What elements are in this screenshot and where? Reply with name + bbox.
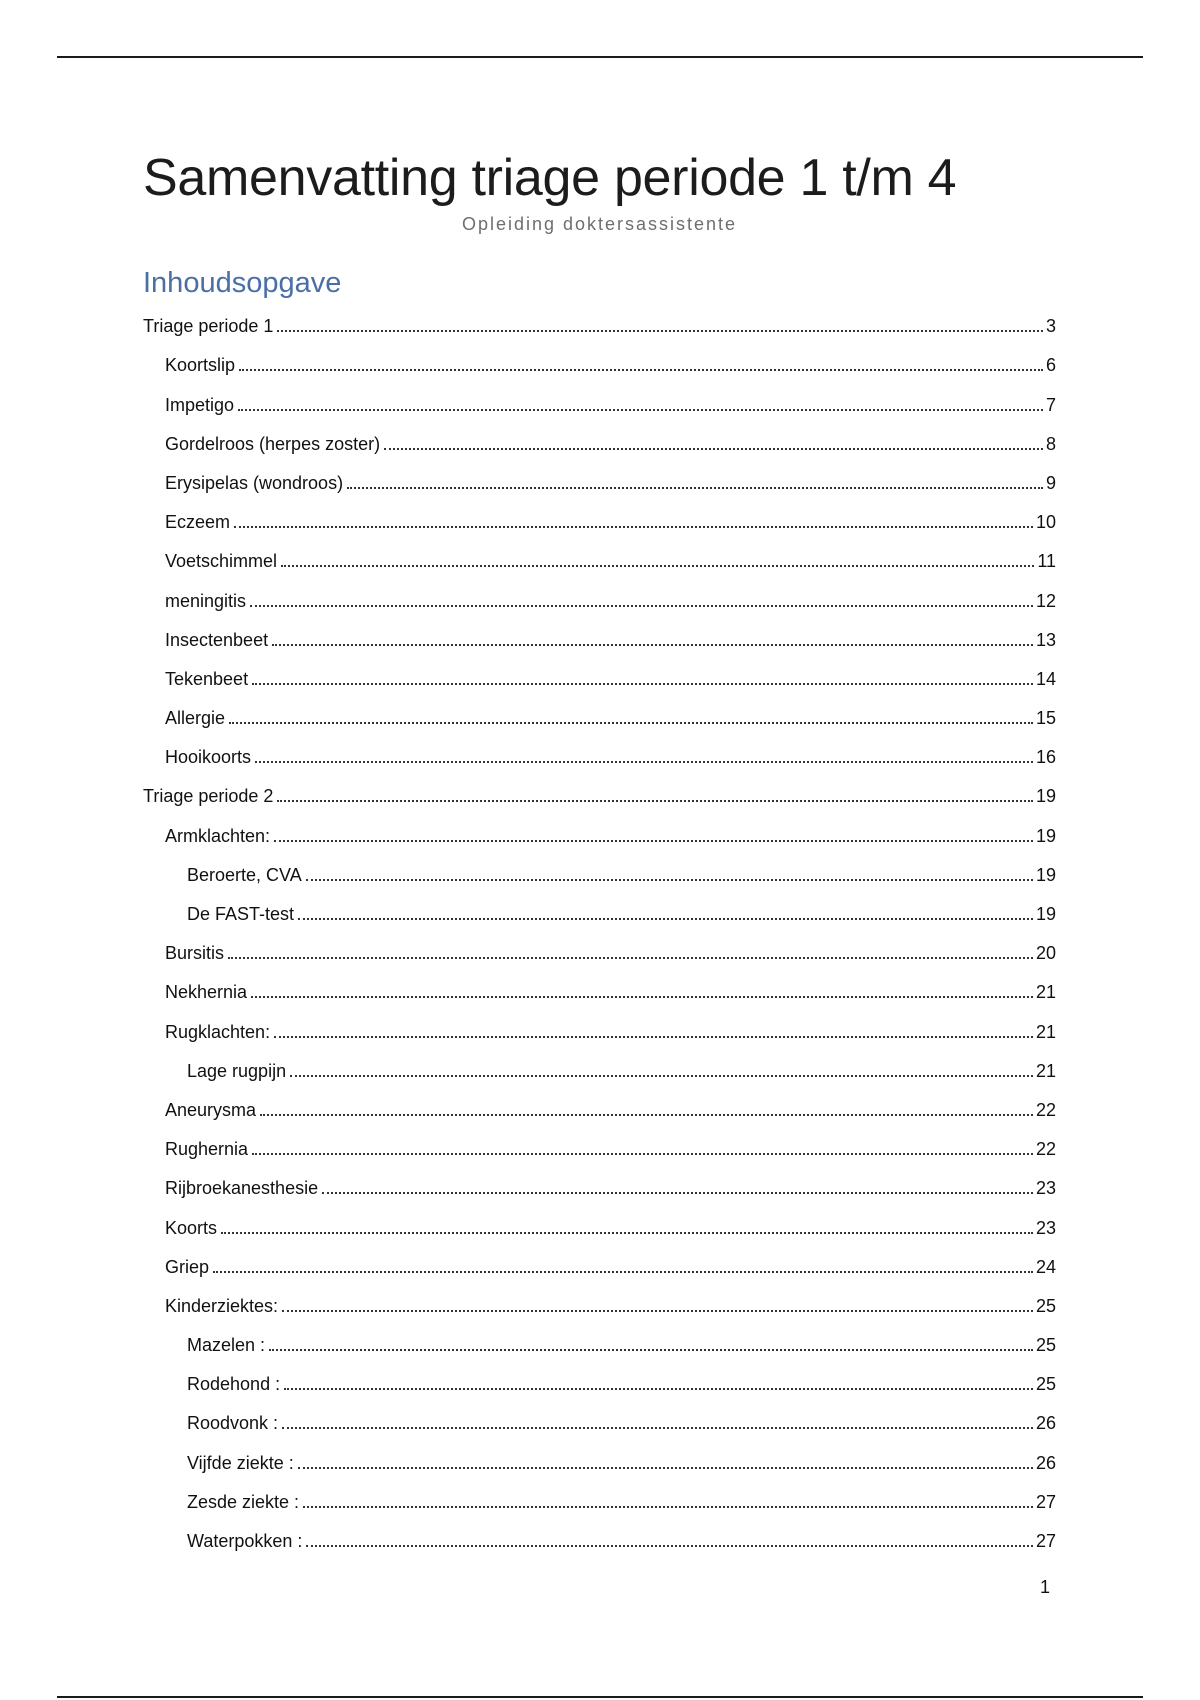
toc-entry-page: 3 [1045, 316, 1056, 337]
footer-rule [57, 1696, 1143, 1698]
toc-entry[interactable] [143, 1361, 1056, 1400]
toc-entry-page: 26 [1035, 1413, 1056, 1434]
toc-entry-page: 27 [1035, 1491, 1056, 1512]
toc-dot-leader [282, 1310, 1033, 1312]
toc-entry-page: 7 [1045, 394, 1056, 415]
header-rule [57, 56, 1143, 58]
toc-dot-leader [274, 1036, 1033, 1038]
toc-entry-page: 25 [1035, 1335, 1056, 1356]
toc-entry-page: 14 [1035, 668, 1056, 689]
toc-entry-label: Hooikoorts [165, 747, 252, 768]
toc-entry-label: Voetschimmel [165, 551, 278, 572]
toc-entry-page: 8 [1045, 433, 1056, 454]
toc-dot-leader [277, 330, 1043, 332]
toc-entry-page: 22 [1035, 1139, 1056, 1160]
toc-entry[interactable] [143, 734, 1056, 773]
toc-entry[interactable] [143, 1008, 1056, 1047]
toc-entry-label: Erysipelas (wondroos) [165, 472, 344, 493]
toc-entry-label: Impetigo [165, 394, 235, 415]
toc-entry-label: Bursitis [165, 943, 225, 964]
toc-entry-label: Koorts [165, 1217, 218, 1238]
toc-entry-label: Roodvonk : [187, 1413, 279, 1434]
toc-entry-page: 26 [1035, 1452, 1056, 1473]
toc-entry-page: 19 [1035, 825, 1056, 846]
toc-entry-label: Griep [165, 1256, 210, 1277]
toc-dot-leader [384, 448, 1043, 450]
toc-dot-leader [282, 1427, 1033, 1429]
toc-entry-label: Triage periode 2 [143, 786, 274, 807]
toc-dot-leader [252, 683, 1033, 685]
toc-entry[interactable] [143, 656, 1056, 695]
toc-dot-leader [347, 487, 1043, 489]
document-subtitle: Opleiding doktersassistente [461, 214, 738, 234]
toc-dot-leader [251, 996, 1033, 998]
toc-entry[interactable] [143, 1126, 1056, 1165]
toc-dot-leader [281, 565, 1034, 567]
toc-dot-leader [269, 1349, 1033, 1351]
toc-dot-leader [221, 1232, 1033, 1234]
toc-entry[interactable] [143, 852, 1056, 891]
toc-entry-page: 16 [1035, 747, 1056, 768]
table-of-contents [143, 303, 1056, 1557]
toc-entry-label: Vijfde ziekte : [187, 1452, 294, 1473]
toc-entry-page: 12 [1035, 590, 1056, 611]
toc-entry-label: Triage periode 1 [143, 316, 274, 337]
toc-entry-label: Rijbroekanesthesie [165, 1178, 319, 1199]
document-title: Samenvatting triage periode 1 t/m 4 [143, 149, 957, 207]
toc-entry[interactable] [143, 1400, 1056, 1439]
toc-entry-page: 21 [1035, 1021, 1056, 1042]
toc-entry-label: Rughernia [165, 1139, 249, 1160]
toc-entry[interactable] [143, 930, 1056, 969]
toc-entry-page: 13 [1035, 629, 1056, 650]
toc-entry[interactable] [143, 969, 1056, 1008]
toc-entry-page: 15 [1035, 708, 1056, 729]
toc-dot-leader [290, 1075, 1033, 1077]
toc-entry-page: 25 [1035, 1295, 1056, 1316]
toc-dot-leader [228, 957, 1033, 959]
toc-entry[interactable] [143, 538, 1056, 577]
toc-entry-label: Mazelen : [187, 1335, 266, 1356]
toc-entry-page: 27 [1035, 1531, 1056, 1551]
toc-entry-page: 24 [1035, 1256, 1056, 1277]
toc-entry-page: 21 [1035, 1060, 1056, 1081]
toc-entry[interactable] [143, 381, 1056, 420]
toc-dot-leader [239, 369, 1043, 371]
toc-entry[interactable] [143, 421, 1056, 460]
toc-entry-label: Zesde ziekte : [187, 1491, 300, 1512]
toc-dot-leader [274, 840, 1033, 842]
toc-dot-leader [213, 1271, 1033, 1273]
toc-entry[interactable] [143, 1244, 1056, 1283]
toc-dot-leader [284, 1388, 1033, 1390]
toc-entry-label: Allergie [165, 708, 226, 729]
toc-entry-label: Beroerte, CVA [187, 864, 302, 885]
toc-entry-label: Rugklachten: [165, 1021, 271, 1042]
toc-entry-label: Eczeem [165, 512, 231, 533]
toc-dot-leader [298, 918, 1033, 920]
toc-entry-page: 23 [1035, 1178, 1056, 1199]
toc-entry[interactable] [143, 891, 1056, 930]
toc-entry[interactable] [143, 1048, 1056, 1087]
toc-entry-page: 20 [1035, 943, 1056, 964]
toc-entry-label: Kinderziektes: [165, 1295, 279, 1316]
toc-dot-leader [303, 1506, 1033, 1508]
toc-entry-label: Waterpokken : [187, 1531, 303, 1551]
toc-entry-label: Nekhernia [165, 982, 248, 1003]
toc-entry[interactable] [143, 617, 1056, 656]
toc-entry-page: 19 [1035, 904, 1056, 924]
toc-entry[interactable] [143, 695, 1056, 734]
toc-entry[interactable] [143, 1283, 1056, 1322]
toc-entry[interactable] [143, 1322, 1056, 1361]
page-number: 1 [1040, 1577, 1051, 1597]
toc-dot-leader [250, 605, 1033, 607]
toc-dot-leader [298, 1467, 1033, 1469]
toc-entry-page: 19 [1035, 786, 1056, 807]
toc-entry[interactable] [143, 1518, 1056, 1557]
toc-dot-leader [272, 644, 1033, 646]
toc-entry[interactable] [143, 460, 1056, 499]
toc-entry-label: Aneurysma [165, 1099, 257, 1120]
toc-entry-page: 9 [1045, 472, 1056, 493]
toc-entry[interactable] [143, 1439, 1056, 1478]
toc-entry[interactable] [143, 303, 1056, 342]
toc-entry-page: 21 [1035, 982, 1056, 1003]
toc-dot-leader [234, 526, 1033, 528]
toc-entry-page: 22 [1035, 1099, 1056, 1120]
toc-entry[interactable] [143, 812, 1056, 851]
toc-entry-page: 23 [1035, 1217, 1056, 1238]
toc-dot-leader [260, 1114, 1033, 1116]
toc-entry-page: 11 [1037, 551, 1056, 572]
toc-entry[interactable] [143, 1204, 1056, 1243]
toc-dot-leader [306, 879, 1033, 881]
toc-entry[interactable] [143, 499, 1056, 538]
toc-entry-page: 6 [1045, 355, 1056, 376]
toc-dot-leader [238, 409, 1043, 411]
toc-entry-label: De FAST-test [187, 904, 295, 924]
toc-dot-leader [252, 1153, 1033, 1155]
toc-entry-label: Rodehond : [187, 1374, 281, 1395]
toc-dot-leader [277, 800, 1033, 802]
toc-dot-leader [255, 761, 1033, 763]
toc-entry-label: Insectenbeet [165, 629, 269, 650]
toc-entry-label: meningitis [165, 590, 247, 611]
toc-dot-leader [306, 1545, 1033, 1547]
toc-entry-page: 19 [1035, 864, 1056, 885]
toc-entry-label: Armklachten: [165, 825, 271, 846]
toc-dot-leader [322, 1192, 1033, 1194]
toc-entry[interactable] [143, 773, 1056, 812]
toc-entry-label: Gordelroos (herpes zoster) [165, 433, 381, 454]
toc-heading: Inhoudsopgave [143, 267, 342, 299]
toc-entry-label: Tekenbeet [165, 668, 249, 689]
toc-entry[interactable] [143, 577, 1056, 616]
toc-entry[interactable] [143, 342, 1056, 381]
toc-entry[interactable] [143, 1479, 1056, 1518]
toc-entry-label: Lage rugpijn [187, 1060, 287, 1081]
toc-entry-page: 10 [1035, 512, 1056, 533]
toc-dot-leader [229, 722, 1033, 724]
toc-entry-label: Koortslip [165, 355, 236, 376]
toc-entry-page: 25 [1035, 1374, 1056, 1395]
toc-entry[interactable] [143, 1087, 1056, 1126]
toc-entry[interactable] [143, 1165, 1056, 1204]
